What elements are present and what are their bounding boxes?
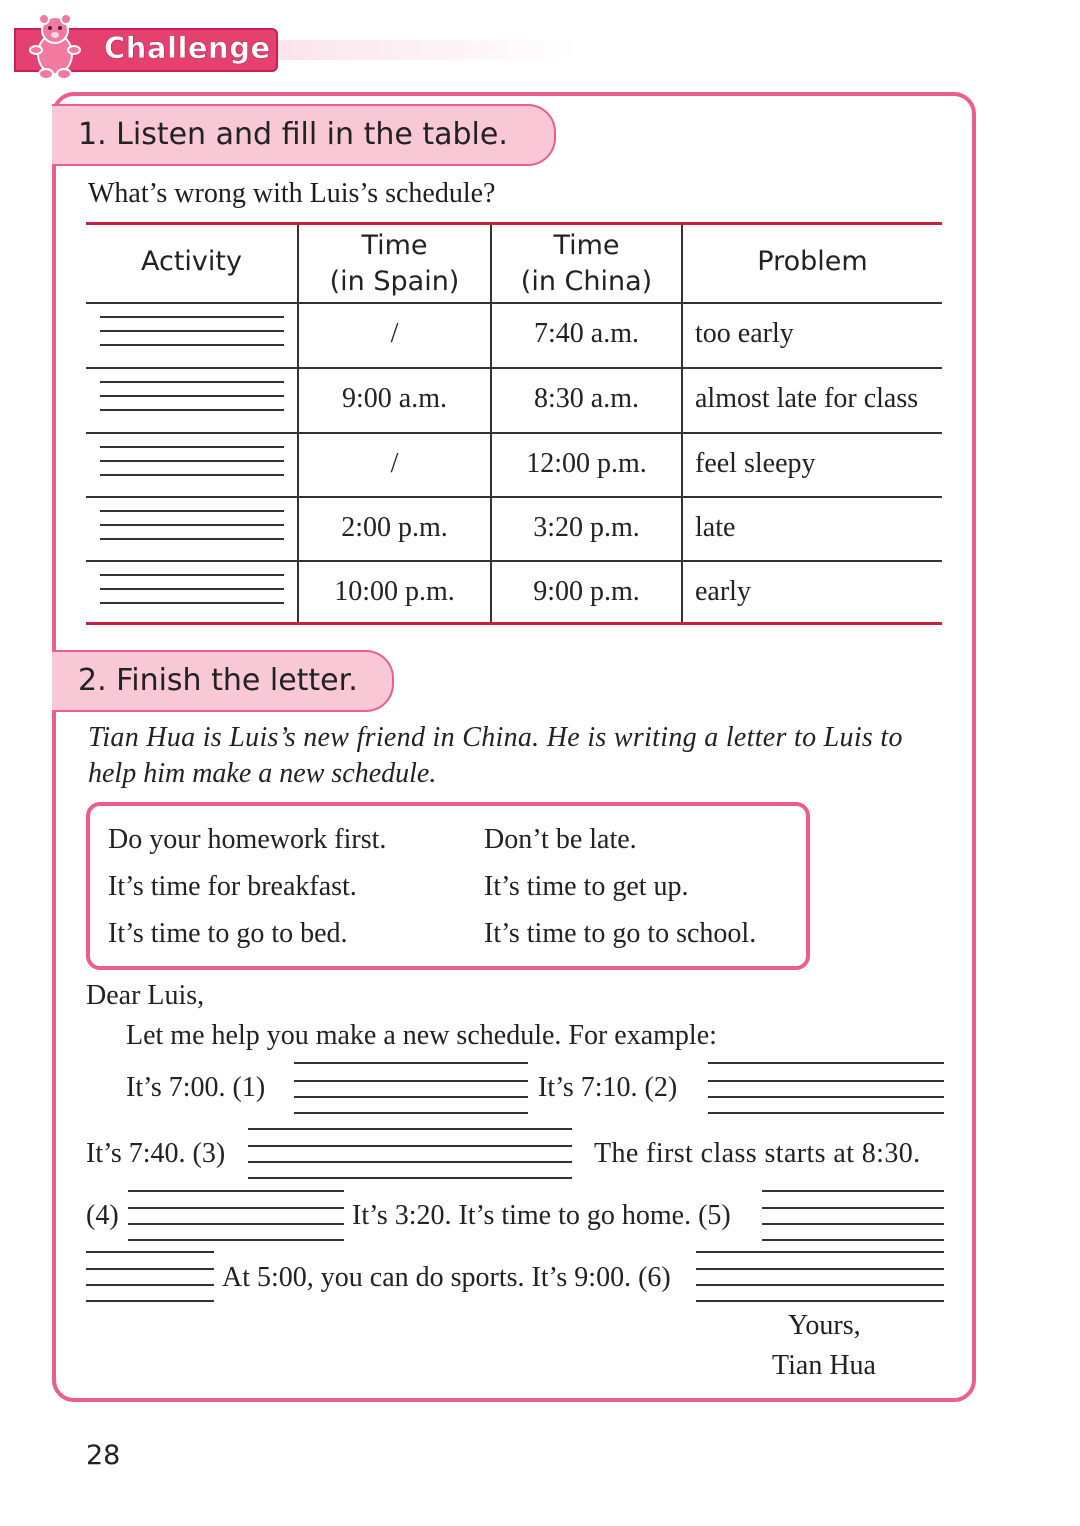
row1-time-spain: /	[390, 318, 399, 349]
blank-1-line[interactable]	[294, 1062, 528, 1064]
letter-signature: Tian Hua	[772, 1350, 876, 1381]
activity-answer-line[interactable]	[100, 510, 284, 512]
blank-1-line[interactable]	[294, 1096, 528, 1098]
section2-intro-line2: help him make a new schedule.	[88, 758, 437, 789]
table-row-divider	[86, 302, 942, 304]
activity-answer-line[interactable]	[100, 409, 284, 411]
sentence-option: It’s time to go to school.	[484, 918, 757, 949]
blank-5-line[interactable]	[762, 1239, 944, 1241]
header-time-china-line1: Time	[553, 230, 620, 261]
bear-mascot-icon	[24, 10, 86, 82]
table-row-divider	[86, 432, 942, 434]
section1-heading: 1. Listen and fill in the table.	[52, 104, 556, 166]
activity-answer-line[interactable]	[100, 538, 284, 540]
blank-2-line[interactable]	[708, 1080, 944, 1082]
blank-5-continuation-line[interactable]	[86, 1284, 214, 1286]
activity-answer-line[interactable]	[100, 602, 284, 604]
header-time-spain-line2: (in Spain)	[329, 266, 460, 297]
blank-4-line[interactable]	[128, 1239, 344, 1241]
blank-5-continuation-line[interactable]	[86, 1251, 214, 1253]
row1-problem: too early	[695, 318, 794, 349]
activity-answer-line[interactable]	[100, 460, 284, 462]
challenge-label: Challenge	[104, 31, 271, 65]
section2-heading: 2. Finish the letter.	[52, 650, 394, 712]
page-number: 28	[86, 1440, 121, 1471]
row3-time-spain: /	[390, 448, 399, 479]
blank-1-line[interactable]	[294, 1080, 528, 1082]
sentence-option: It’s time to get up.	[484, 871, 689, 902]
blank-4-line[interactable]	[128, 1207, 344, 1209]
table-col-divider	[681, 225, 683, 622]
activity-answer-line[interactable]	[100, 381, 284, 383]
blank-2-line[interactable]	[708, 1062, 944, 1064]
row5-problem: early	[695, 576, 751, 607]
blank-3-line[interactable]	[248, 1128, 572, 1130]
row2-time-china: 8:30 a.m.	[534, 383, 639, 414]
row4-time-spain: 2:00 p.m.	[341, 512, 448, 543]
blank-5-line[interactable]	[762, 1223, 944, 1225]
blank-5-continuation-line[interactable]	[86, 1268, 214, 1270]
blank-3-line[interactable]	[248, 1177, 572, 1179]
row1-time-china: 7:40 a.m.	[534, 318, 639, 349]
sentence-bank-box	[86, 802, 810, 970]
table-row-divider	[86, 367, 942, 369]
header-activity: Activity	[141, 246, 242, 277]
letter-line1-start: It’s 7:00. (1)	[126, 1072, 266, 1103]
letter-line2-start: It’s 7:40. (3)	[86, 1138, 226, 1169]
blank-6-line[interactable]	[696, 1300, 944, 1302]
blank-4-line[interactable]	[128, 1190, 344, 1192]
activity-answer-line[interactable]	[100, 446, 284, 448]
table-bottom-rule	[86, 622, 942, 625]
row5-time-spain: 10:00 p.m.	[334, 576, 455, 607]
activity-answer-line[interactable]	[100, 474, 284, 476]
letter-line1-mid: It’s 7:10. (2)	[538, 1072, 678, 1103]
letter-opening: Let me help you make a new schedule. For example:	[126, 1020, 717, 1051]
activity-answer-line[interactable]	[100, 330, 284, 332]
table-top-rule	[86, 222, 942, 225]
sentence-option: Don’t be late.	[484, 824, 637, 855]
sentence-option: It’s time to go to bed.	[108, 918, 348, 949]
blank-1-line[interactable]	[294, 1112, 528, 1114]
blank-3-line[interactable]	[248, 1145, 572, 1147]
section1-question: What’s wrong with Luis’s schedule?	[88, 178, 496, 209]
blank-5-line[interactable]	[762, 1207, 944, 1209]
activity-answer-line[interactable]	[100, 588, 284, 590]
table-row-divider	[86, 496, 942, 498]
row3-time-china: 12:00 p.m.	[526, 448, 647, 479]
blank-6-line[interactable]	[696, 1251, 944, 1253]
activity-answer-line[interactable]	[100, 395, 284, 397]
letter-line3-start: (4)	[86, 1200, 119, 1231]
letter-line3-mid: It’s 3:20. It’s time to go home. (5)	[352, 1200, 731, 1231]
header-problem: Problem	[757, 246, 868, 277]
table-row-divider	[86, 560, 942, 562]
blank-2-line[interactable]	[708, 1112, 944, 1114]
activity-answer-line[interactable]	[100, 524, 284, 526]
blank-5-continuation-line[interactable]	[86, 1300, 214, 1302]
sentence-option: It’s time for breakfast.	[108, 871, 357, 902]
row2-time-spain: 9:00 a.m.	[342, 383, 447, 414]
row4-time-china: 3:20 p.m.	[533, 512, 640, 543]
blank-6-line[interactable]	[696, 1284, 944, 1286]
row3-problem: feel sleepy	[695, 448, 816, 479]
header-time-spain-line1: Time	[361, 230, 428, 261]
header-time-china-line2: (in China)	[520, 266, 653, 297]
blank-4-line[interactable]	[128, 1223, 344, 1225]
letter-line4: At 5:00, you can do sports. It’s 9:00. (6)	[222, 1262, 671, 1293]
letter-line2-end: The first class starts at 8:30.	[594, 1138, 921, 1169]
letter-closing: Yours,	[788, 1310, 861, 1341]
activity-answer-line[interactable]	[100, 574, 284, 576]
row2-problem: almost late for class	[695, 383, 919, 414]
letter-greeting: Dear Luis,	[86, 980, 205, 1011]
activity-answer-line[interactable]	[100, 316, 284, 318]
schedule-table	[86, 222, 942, 626]
activity-answer-line[interactable]	[100, 344, 284, 346]
blank-2-line[interactable]	[708, 1096, 944, 1098]
row4-problem: late	[695, 512, 736, 543]
blank-6-line[interactable]	[696, 1268, 944, 1270]
section2-intro-line1: Tian Hua is Luis’s new friend in China. He is writing a letter to Luis to	[88, 722, 903, 753]
row5-time-china: 9:00 p.m.	[533, 576, 640, 607]
sentence-option: Do your homework first.	[108, 824, 387, 855]
blank-3-line[interactable]	[248, 1161, 572, 1163]
blank-5-line[interactable]	[762, 1190, 944, 1192]
challenge-banner-fade	[278, 40, 578, 60]
